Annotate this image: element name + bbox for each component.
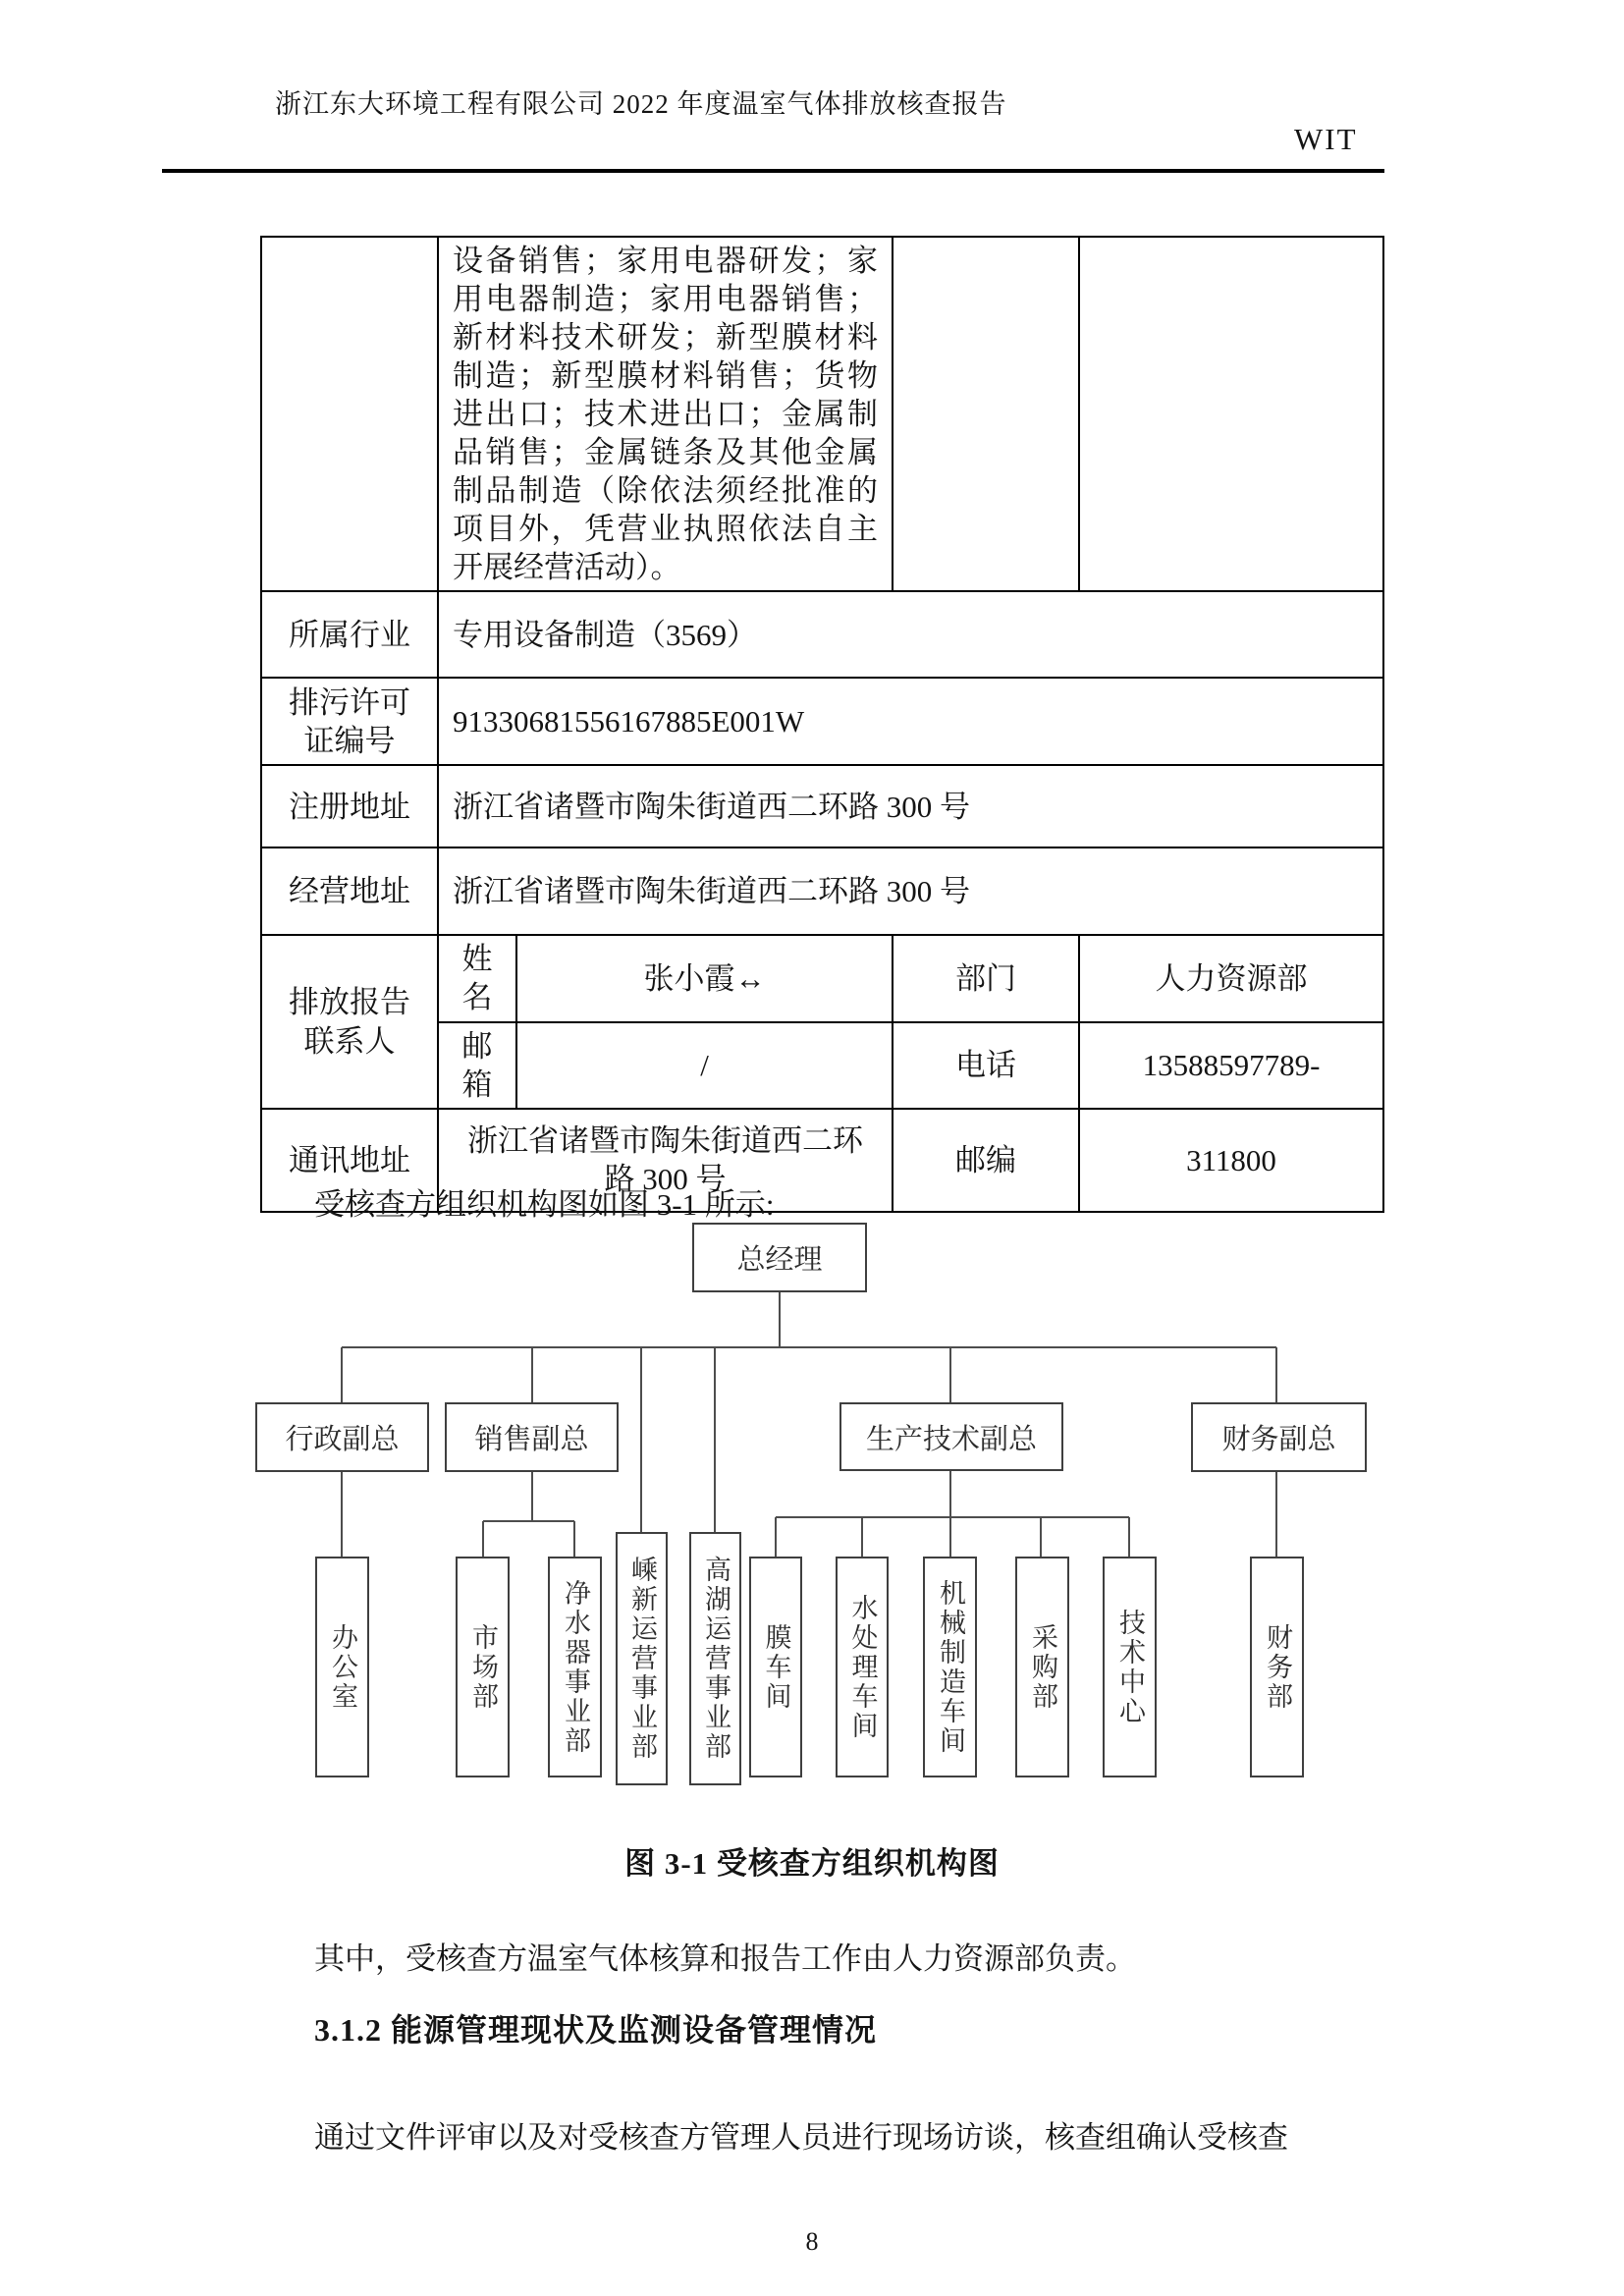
org-node-purchasing-dept: 采购部 <box>1015 1557 1069 1777</box>
empty-cell <box>893 237 1079 591</box>
org-chart-connectors <box>0 1218 1624 1807</box>
org-node-water-purifier-bu: 净水器事业部 <box>548 1557 602 1777</box>
table-row <box>261 678 1383 765</box>
contact-email-value: / <box>516 1022 893 1109</box>
header-rule <box>162 169 1384 173</box>
permit-value: 91330681556167885E001W <box>438 678 1383 765</box>
contact-dept-value: 人力资源部 <box>1079 935 1383 1021</box>
org-node-gaohu-ops-bu: 高湖运营事业部 <box>689 1532 741 1785</box>
review-paragraph: 通过文件评审以及对受核查方管理人员进行现场访谈，核查组确认受核查 <box>314 2120 1288 2155</box>
table-row <box>261 765 1383 847</box>
empty-cell <box>1079 237 1383 591</box>
business-scope-cell: 设备销售；家用电器研发；家用电器制造；家用电器销售；新材料技术研发；新型膜材料制造；新型膜材料销售；货物进出口；技术进出口；金属制品销售；金属链条及其他金属制品制造（除依法须经批准的项目外，凭营业执照依法自主开展经营活动）。 <box>438 237 893 591</box>
header-title: 浙江东大环境工程有限公司 2022 年度温室气体排放核查报告 <box>275 89 1007 119</box>
org-node-marketing-dept: 市场部 <box>456 1557 510 1777</box>
figure-caption: 图 3-1 受核查方组织机构图 <box>624 1846 1000 1881</box>
org-node-technology-center: 技术中心 <box>1103 1557 1157 1777</box>
page-number: 8 <box>805 2227 819 2256</box>
table-row <box>261 935 1383 1021</box>
org-node-production-tech-vp: 生产技术副总 <box>839 1402 1063 1471</box>
section-heading: 3.1.2 能源管理现状及监测设备管理情况 <box>314 2012 878 2048</box>
org-node-finance-dept: 财务部 <box>1250 1557 1304 1777</box>
org-node-admin-vp: 行政副总 <box>255 1402 429 1472</box>
contact-phone-value: 13588597789- <box>1079 1022 1383 1109</box>
org-node-shengxin-ops-bu: 嵊新运营事业部 <box>616 1532 668 1785</box>
org-node-membrane-workshop: 膜车间 <box>749 1557 802 1777</box>
mailing-address-label: 通讯地址 <box>261 1109 438 1212</box>
zip-label: 邮编 <box>893 1109 1079 1212</box>
permit-label: 排污许可证编号 <box>261 678 438 765</box>
intro-paragraph: 受核查方组织机构图如图 3-1 所示: <box>314 1187 775 1222</box>
org-node-water-treatment-workshop: 水处理车间 <box>836 1557 889 1777</box>
mailing-address-value: 浙江省诸暨市陶朱街道西二环路 300 号 <box>438 1109 893 1212</box>
business-address-label: 经营地址 <box>261 847 438 935</box>
table-row <box>261 237 1383 591</box>
org-node-sales-vp: 销售副总 <box>445 1402 619 1472</box>
table-row <box>261 591 1383 678</box>
contact-email-label: 邮箱 <box>438 1022 516 1109</box>
contact-name-value: 张小霞↔ <box>516 935 893 1021</box>
industry-value: 专用设备制造（3569） <box>438 591 1383 678</box>
org-node-office: 办公室 <box>315 1557 369 1777</box>
industry-label: 所属行业 <box>261 591 438 678</box>
contact-dept-label: 部门 <box>893 935 1079 1021</box>
org-node-finance-vp: 财务副总 <box>1191 1402 1367 1472</box>
registered-address-value: 浙江省诸暨市陶朱街道西二环路 300 号 <box>438 765 1383 847</box>
contact-phone-label: 电话 <box>893 1022 1079 1109</box>
table-row <box>261 847 1383 935</box>
zip-value: 311800 <box>1079 1109 1383 1212</box>
registered-address-label: 注册地址 <box>261 765 438 847</box>
responsibility-paragraph: 其中，受核查方温室气体核算和报告工作由人力资源部负责。 <box>314 1941 1136 1976</box>
org-node-general-manager: 总经理 <box>692 1223 867 1292</box>
header-logo: WIT <box>1294 122 1358 156</box>
contact-label: 排放报告联系人 <box>261 935 438 1108</box>
company-info-table <box>260 236 1384 1213</box>
business-address-value: 浙江省诸暨市陶朱街道西二环路 300 号 <box>438 847 1383 935</box>
empty-label-cell <box>261 237 438 591</box>
contact-name-label: 姓名 <box>438 935 516 1021</box>
org-node-machinery-workshop: 机械制造车间 <box>923 1557 977 1777</box>
